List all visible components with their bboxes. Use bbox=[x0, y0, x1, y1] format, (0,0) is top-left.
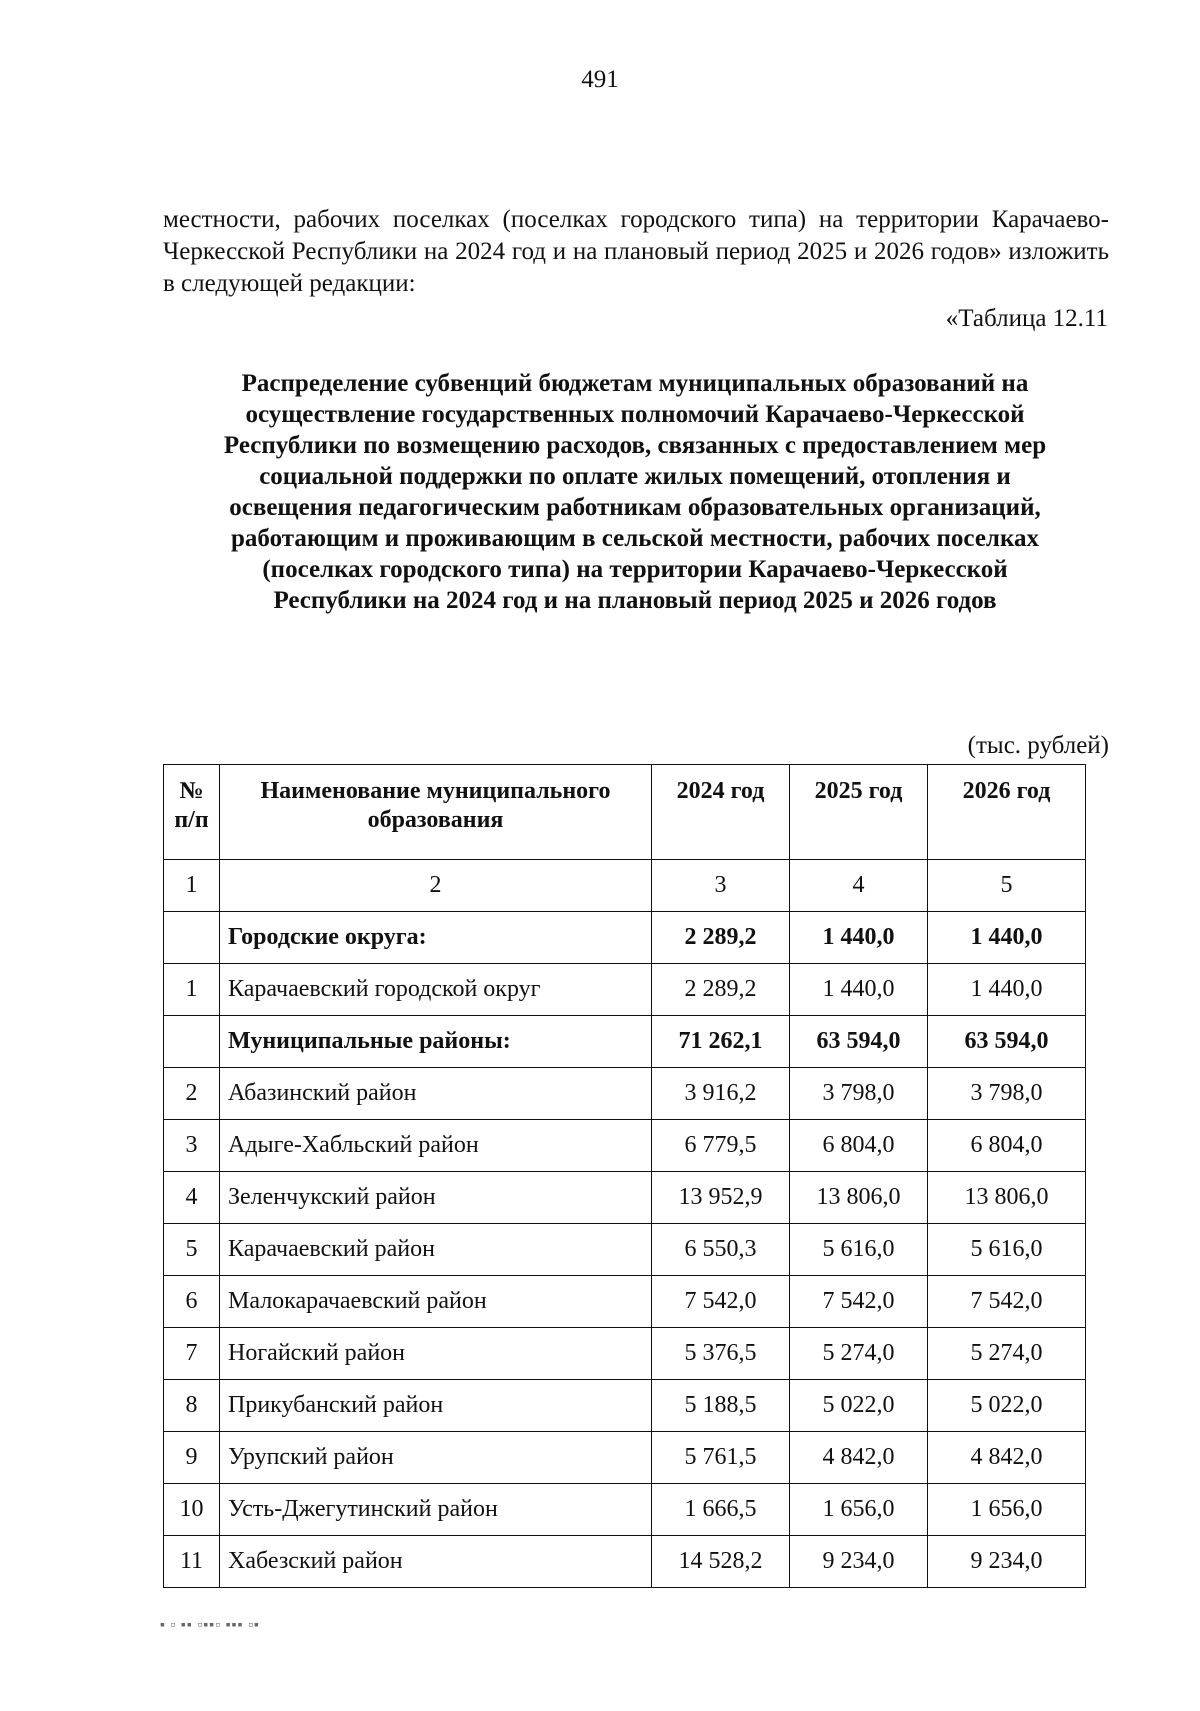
value-2024: 14 528,2 bbox=[652, 1536, 790, 1588]
header-municipality: Наименование муниципального образования bbox=[220, 765, 652, 860]
row-number bbox=[164, 1016, 220, 1068]
value-2026: 9 234,0 bbox=[928, 1536, 1086, 1588]
value-2024: 3 916,2 bbox=[652, 1068, 790, 1120]
table-subtotal-row bbox=[164, 1016, 1086, 1068]
municipality-name: Муниципальные районы: bbox=[220, 1016, 652, 1068]
row-number: 4 bbox=[164, 1172, 220, 1224]
value-2026: 13 806,0 bbox=[928, 1172, 1086, 1224]
value-2024: 2 289,2 bbox=[652, 964, 790, 1016]
municipality-name: Зеленчукский район bbox=[220, 1172, 652, 1224]
municipality-name: Карачаевский район bbox=[220, 1224, 652, 1276]
unit-note: (тыс. рублей) bbox=[967, 732, 1109, 759]
value-2025: 3 798,0 bbox=[790, 1068, 928, 1120]
value-2024: 7 542,0 bbox=[652, 1276, 790, 1328]
municipality-name: Абазинский район bbox=[220, 1068, 652, 1120]
value-2024: 5 188,5 bbox=[652, 1380, 790, 1432]
value-2025: 63 594,0 bbox=[790, 1016, 928, 1068]
value-2025: 6 804,0 bbox=[790, 1120, 928, 1172]
municipality-name: Хабезский район bbox=[220, 1536, 652, 1588]
municipality-name: Карачаевский городской округ bbox=[220, 964, 652, 1016]
value-2024: 6 779,5 bbox=[652, 1120, 790, 1172]
row-number: 5 bbox=[164, 1224, 220, 1276]
subvention-table bbox=[163, 764, 1086, 1588]
header-2024: 2024 год bbox=[652, 765, 790, 860]
row-number: 3 bbox=[164, 1120, 220, 1172]
page-number: 491 bbox=[581, 66, 619, 93]
scan-artifact: ▪ ▫ ▪▪ ▫▪▪▫ ▪▪▪ ▫▪ bbox=[160, 1618, 261, 1633]
intro-paragraph: местности, рабочих поселках (поселках городского типа) на территории Карачаево-Черкесской Республики на 2024 год и на плановый период 2025 и 2026 годов» изложить в следующей редакции: bbox=[163, 206, 1109, 297]
header-number: № п/п bbox=[164, 765, 220, 860]
value-2024: 5 376,5 bbox=[652, 1328, 790, 1380]
column-number: 3 bbox=[652, 860, 790, 912]
row-number bbox=[164, 912, 220, 964]
value-2026: 7 542,0 bbox=[928, 1276, 1086, 1328]
municipality-name: Малокарачаевский район bbox=[220, 1276, 652, 1328]
column-number: 5 bbox=[928, 860, 1086, 912]
municipality-name: Усть-Джегутинский район bbox=[220, 1484, 652, 1536]
table-row bbox=[164, 1536, 1086, 1588]
value-2025: 5 616,0 bbox=[790, 1224, 928, 1276]
value-2026: 4 842,0 bbox=[928, 1432, 1086, 1484]
value-2025: 1 440,0 bbox=[790, 912, 928, 964]
row-number: 1 bbox=[164, 964, 220, 1016]
row-number: 8 bbox=[164, 1380, 220, 1432]
table-row bbox=[164, 1328, 1086, 1380]
column-number: 2 bbox=[220, 860, 652, 912]
table-label: «Таблица 12.11 bbox=[945, 305, 1108, 332]
row-number: 11 bbox=[164, 1536, 220, 1588]
value-2025: 4 842,0 bbox=[790, 1432, 928, 1484]
document-title: Распределение субвенций бюджетам муниципальных образований на осуществление государственных полномочий Карачаево-Черкесской Республики по возмещению расходов, связанных с предоставлением мер социальной поддержки по оплате жилых помещений, отопления и освещения педагогическим работникам образовательных организаций, работающим и проживающим в сельской местности, рабочих поселках (поселках городского типа) на территории Карачаево-Черкесской Республики на 2024 год и на плановый период 2025 и 2026 годов bbox=[223, 370, 1047, 614]
value-2026: 3 798,0 bbox=[928, 1068, 1086, 1120]
value-2024: 13 952,9 bbox=[652, 1172, 790, 1224]
table-subtotal-row bbox=[164, 912, 1086, 964]
value-2026: 6 804,0 bbox=[928, 1120, 1086, 1172]
municipality-name: Прикубанский район bbox=[220, 1380, 652, 1432]
value-2026: 5 274,0 bbox=[928, 1328, 1086, 1380]
value-2025: 1 440,0 bbox=[790, 964, 928, 1016]
value-2024: 6 550,3 bbox=[652, 1224, 790, 1276]
header-2026: 2026 год bbox=[928, 765, 1086, 860]
value-2025: 5 274,0 bbox=[790, 1328, 928, 1380]
row-number: 9 bbox=[164, 1432, 220, 1484]
row-number: 2 bbox=[164, 1068, 220, 1120]
value-2026: 63 594,0 bbox=[928, 1016, 1086, 1068]
table-row bbox=[164, 1276, 1086, 1328]
table-row bbox=[164, 1484, 1086, 1536]
value-2025: 1 656,0 bbox=[790, 1484, 928, 1536]
value-2024: 2 289,2 bbox=[652, 912, 790, 964]
column-number-row bbox=[164, 860, 1086, 912]
value-2024: 1 666,5 bbox=[652, 1484, 790, 1536]
value-2025: 7 542,0 bbox=[790, 1276, 928, 1328]
municipality-name: Городские округа: bbox=[220, 912, 652, 964]
value-2026: 1 656,0 bbox=[928, 1484, 1086, 1536]
value-2026: 1 440,0 bbox=[928, 964, 1086, 1016]
value-2026: 5 022,0 bbox=[928, 1380, 1086, 1432]
value-2025: 9 234,0 bbox=[790, 1536, 928, 1588]
table-row bbox=[164, 1068, 1086, 1120]
table-row bbox=[164, 1224, 1086, 1276]
table-row bbox=[164, 964, 1086, 1016]
table-row bbox=[164, 1120, 1086, 1172]
municipality-name: Ногайский район bbox=[220, 1328, 652, 1380]
table-row bbox=[164, 1432, 1086, 1484]
row-number: 10 bbox=[164, 1484, 220, 1536]
value-2025: 5 022,0 bbox=[790, 1380, 928, 1432]
table-row bbox=[164, 1380, 1086, 1432]
value-2024: 5 761,5 bbox=[652, 1432, 790, 1484]
row-number: 7 bbox=[164, 1328, 220, 1380]
table-header-row bbox=[164, 765, 1086, 860]
municipality-name: Адыге-Хабльский район bbox=[220, 1120, 652, 1172]
header-2025: 2025 год bbox=[790, 765, 928, 860]
value-2024: 71 262,1 bbox=[652, 1016, 790, 1068]
value-2026: 5 616,0 bbox=[928, 1224, 1086, 1276]
value-2026: 1 440,0 bbox=[928, 912, 1086, 964]
value-2025: 13 806,0 bbox=[790, 1172, 928, 1224]
column-number: 1 bbox=[164, 860, 220, 912]
row-number: 6 bbox=[164, 1276, 220, 1328]
column-number: 4 bbox=[790, 860, 928, 912]
municipality-name: Урупский район bbox=[220, 1432, 652, 1484]
table-row bbox=[164, 1172, 1086, 1224]
